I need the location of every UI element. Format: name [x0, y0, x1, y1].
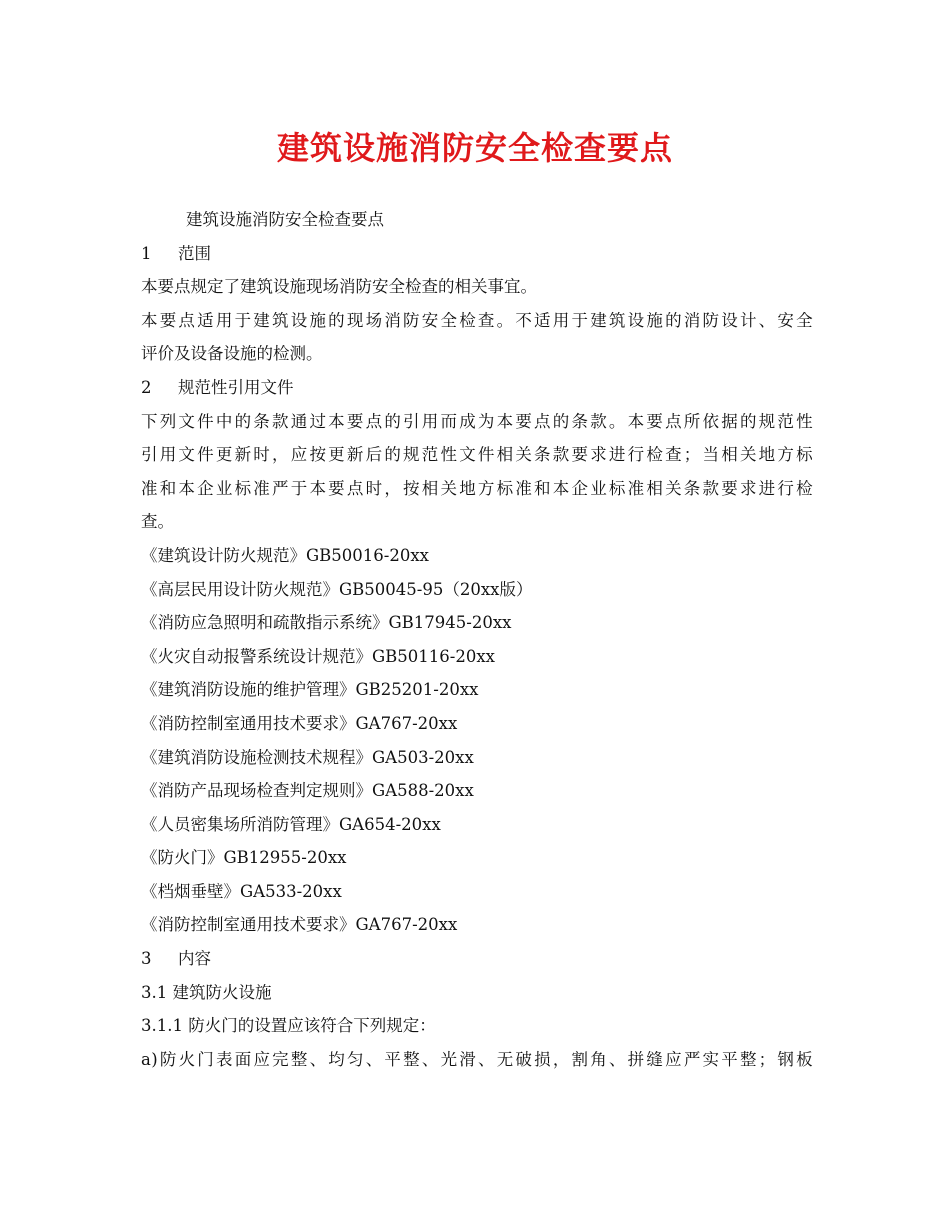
references-intro-line-2: 引用文件更新时，应按更新后的规范性文件相关条款要求进行检查；当相关地方标: [141, 445, 813, 465]
scope-paragraph-1: 本要点规定了建筑设施现场消防安全检查的相关事宜。: [141, 277, 537, 297]
subsection-heading-3-1: 3.1 建筑防火设施: [141, 982, 272, 1002]
reference-item: 《消防控制室通用技术要求》GA767-20xx: [141, 915, 458, 935]
section-heading-scope: [141, 237, 813, 271]
section-label: 内容: [178, 949, 211, 969]
reference-item: 《建筑设计防火规范》GB50016-20xx: [141, 545, 429, 565]
reference-item: 《建筑消防设施的维护管理》GB25201-20xx: [141, 680, 479, 700]
reference-item: 《档烟垂壁》GA533-20xx: [141, 881, 342, 901]
section-label: 范围: [178, 243, 211, 263]
section-heading-references: [141, 371, 813, 405]
section-label: 规范性引用文件: [178, 377, 294, 397]
scope-paragraph-2-line-2: 评价及设备设施的检测。: [141, 344, 323, 364]
reference-item: 《高层民用设计防火规范》GB50045-95（20xx版）: [141, 579, 533, 599]
reference-item: 《消防产品现场检查判定规则》GA588-20xx: [141, 781, 474, 801]
reference-item: 《人员密集场所消防管理》GA654-20xx: [141, 814, 441, 834]
reference-item: 《火灾自动报警系统设计规范》GB50116-20xx: [141, 646, 495, 666]
section-number: 1: [141, 243, 152, 263]
section-number: 2: [141, 377, 152, 397]
references-intro-line-3: 准和本企业标准严于本要点时，按相关地方标准和本企业标准相关条款要求进行检: [141, 478, 813, 498]
section-heading-content: [141, 942, 813, 976]
list-item-a: a)防火门表面应完整、均匀、平整、光滑、无破损，割角、拼缝应严实平整；钢板: [141, 1049, 813, 1069]
reference-item: 《消防应急照明和疏散指示系统》GB17945-20xx: [141, 613, 512, 633]
section-number: 3: [141, 949, 152, 969]
references-intro-line-4: 查。: [141, 512, 174, 532]
scope-paragraph-2-line-1: 本要点适用于建筑设施的现场消防安全检查。不适用于建筑设施的消防设计、安全: [141, 310, 813, 330]
document-title: 建筑设施消防安全检查要点: [276, 129, 673, 167]
reference-item: 《建筑消防设施检测技术规程》GA503-20xx: [141, 747, 474, 767]
reference-item: 《消防控制室通用技术要求》GA767-20xx: [141, 713, 458, 733]
document-subtitle: 建筑设施消防安全检查要点: [186, 210, 384, 229]
references-intro-line-1: 下列文件中的条款通过本要点的引用而成为本要点的条款。本要点所依据的规范性: [141, 411, 813, 431]
reference-item: 《防火门》GB12955-20xx: [141, 848, 347, 868]
subsection-heading-3-1-1: 3.1.1 防火门的设置应该符合下列规定：: [141, 1016, 436, 1036]
document-body: [141, 203, 813, 1076]
